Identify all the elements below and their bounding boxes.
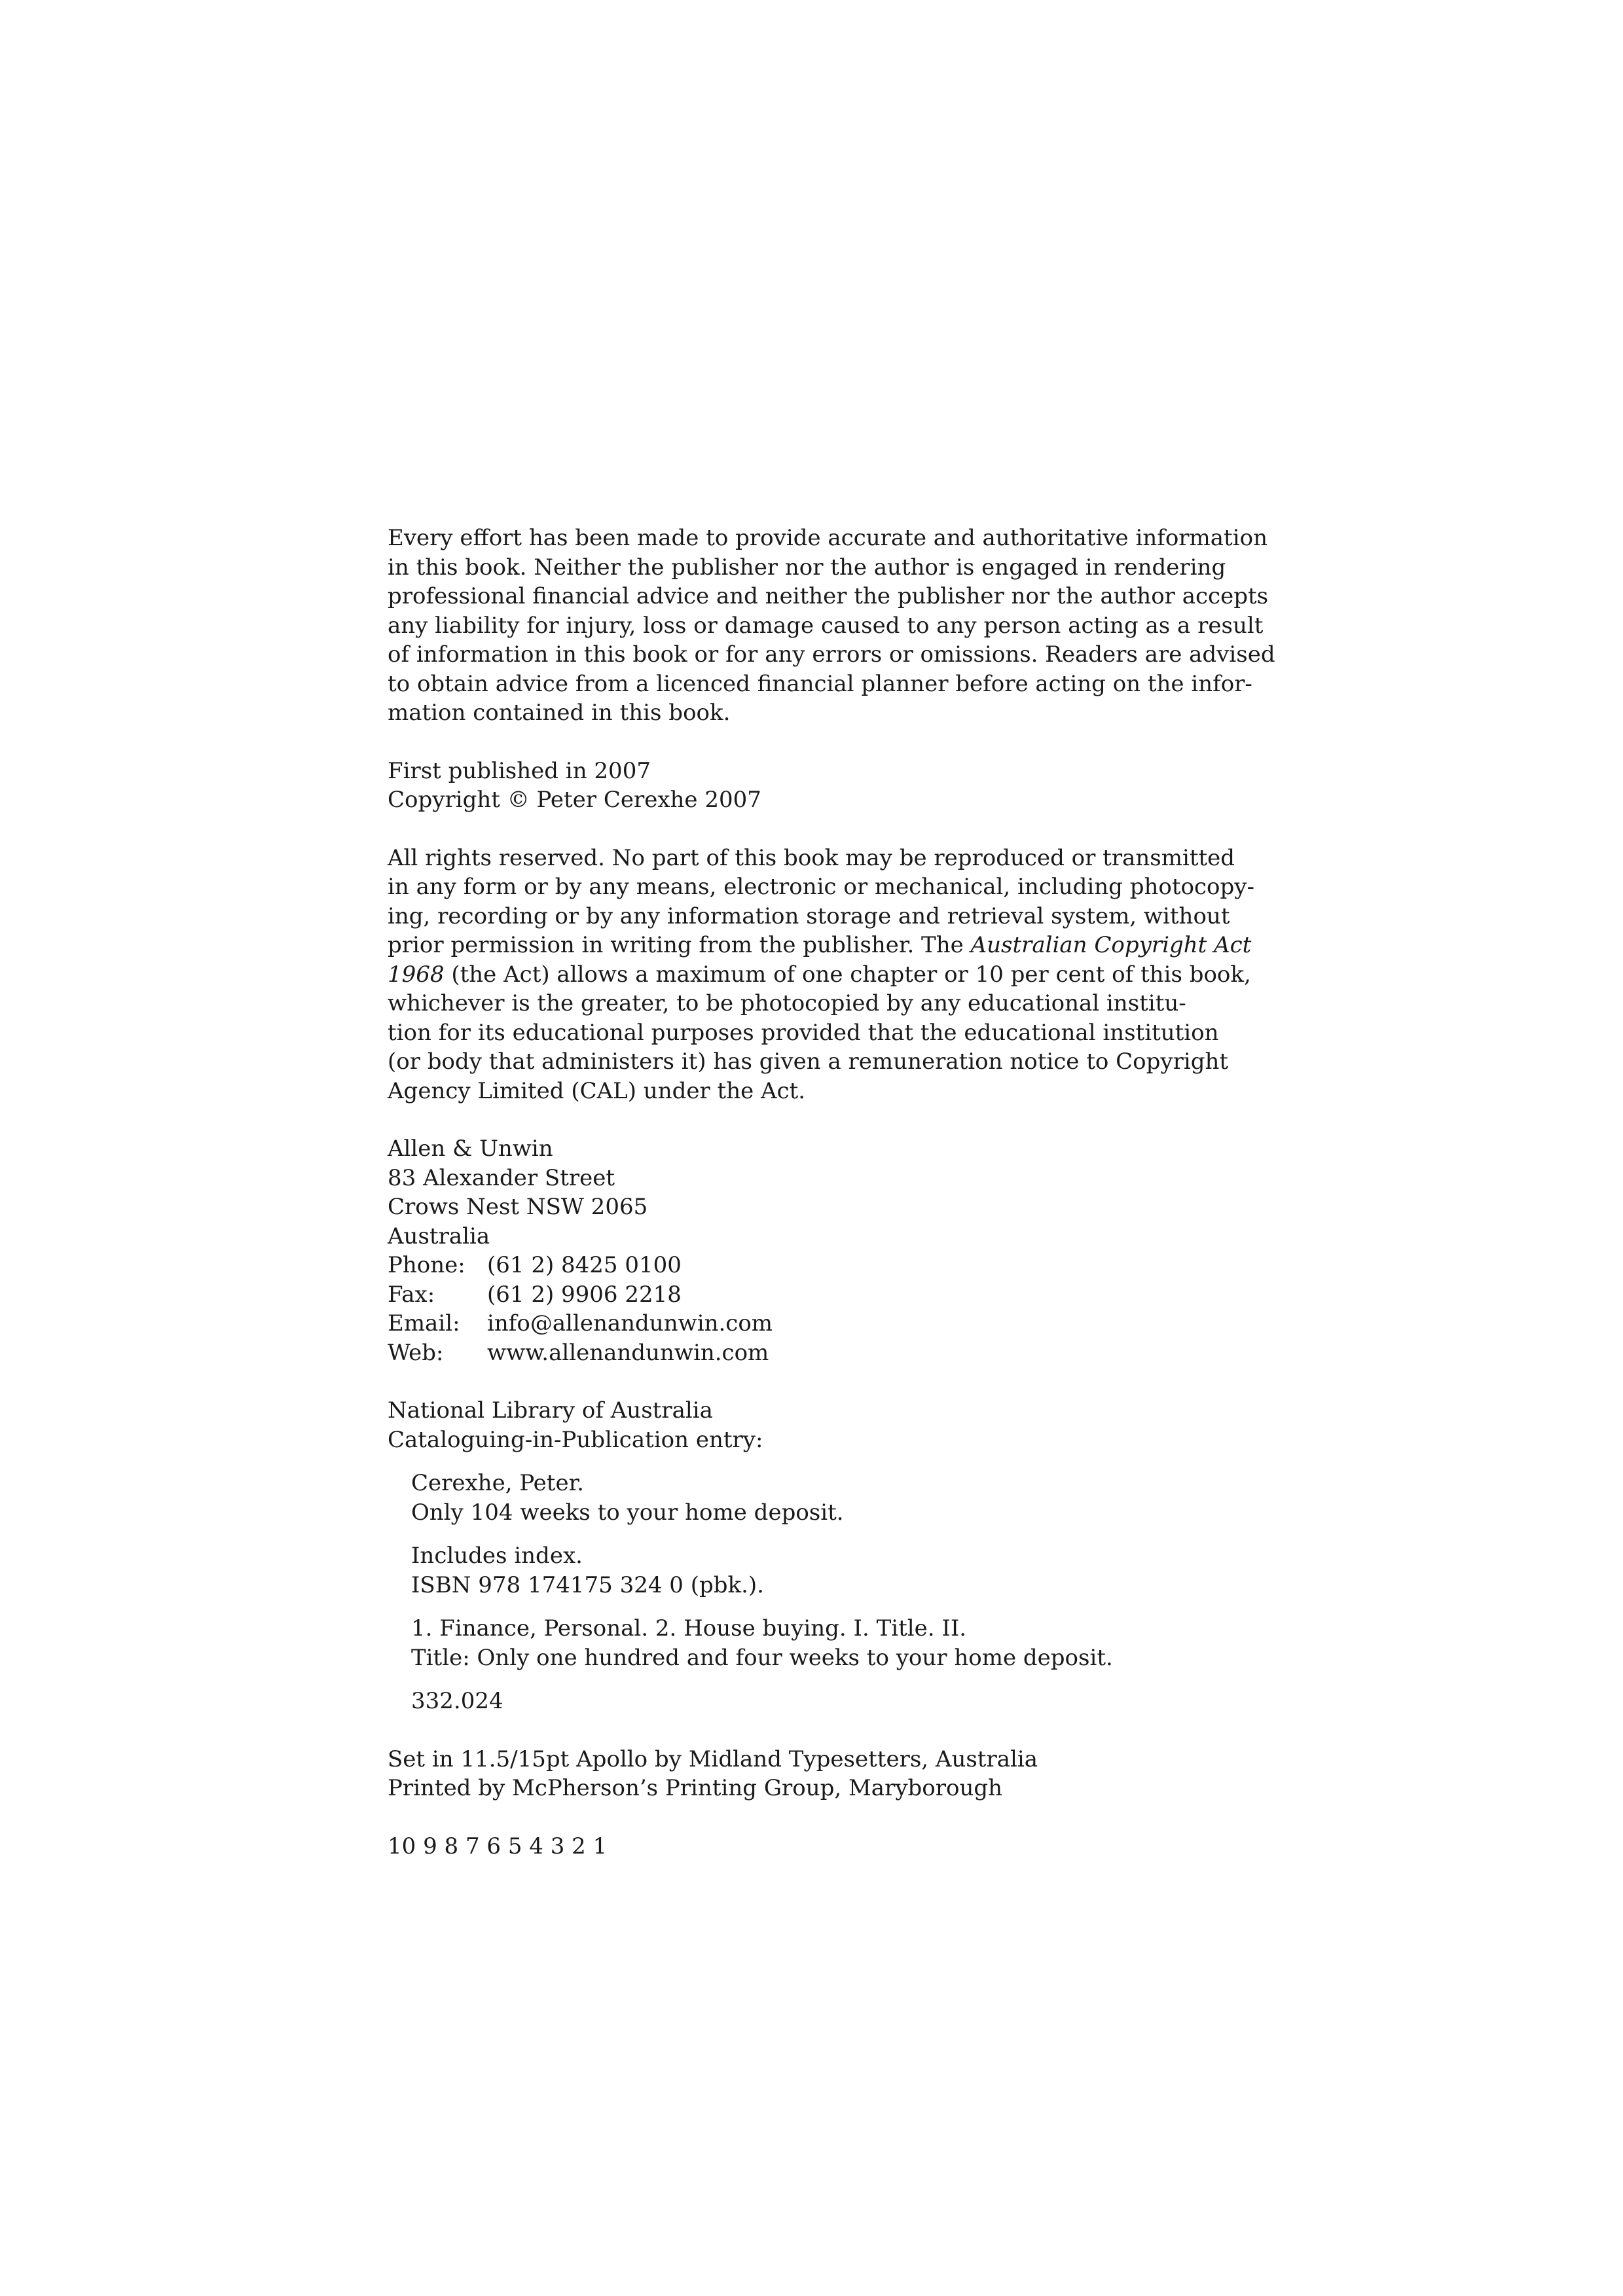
rights-line: (or body that administers it) has given a remuneration notice to Copyright: [388, 1049, 1229, 1075]
publisher-street: 83 Alexander Street: [388, 1164, 615, 1191]
rights-text: prior permission in writing from the publisher. The: [388, 932, 971, 958]
rights-line: [388, 931, 1252, 960]
catalogue-heading: [388, 1396, 1206, 1454]
disclaimer-line: Every effort has been made to provide accurate and authoritative information: [388, 525, 1267, 551]
print-line: [388, 1832, 1206, 1861]
copyright-notice: Copyright © Peter Cerexhe 2007: [388, 787, 761, 813]
publisher-suburb: Crows Nest NSW 2065: [388, 1194, 648, 1220]
disclaimer-line: of information in this book or for any errors or omissions. Readers are advised: [388, 641, 1275, 668]
web-row: [388, 1338, 1206, 1368]
catalogue-dewey: 332.024: [411, 1688, 503, 1714]
catalogue-includes: Includes index.: [411, 1543, 583, 1569]
rights-line: Agency Limited (CAL) under the Act.: [388, 1077, 806, 1104]
first-published: First published in 2007: [388, 757, 651, 784]
disclaimer-line: in this book. Neither the publisher nor the author is engaged in rendering: [388, 554, 1226, 581]
catalogue-author: Cerexhe, Peter.: [411, 1470, 584, 1496]
catalogue-isbn: ISBN 978 174175 324 0 (pbk.).: [411, 1571, 764, 1598]
catalogue-alt-title: Title: Only one hundred and four weeks to your home deposit.: [411, 1644, 1113, 1671]
fax-value: (61 2) 9906 2218: [487, 1281, 682, 1308]
printed-line: Printed by McPherson’s Printing Group, Maryborough: [388, 1775, 1003, 1801]
disclaimer-line: professional financial advice and neither the publisher nor the author accepts: [388, 583, 1269, 609]
catalogue-heading-line: Cataloguing-in-Publication entry:: [388, 1426, 763, 1453]
typeset-line: Set in 11.5/15pt Apollo by Midland Typesetters, Australia: [388, 1746, 1038, 1772]
publisher-country: Australia: [388, 1223, 490, 1249]
email-row: [388, 1309, 1206, 1338]
rights-line: ing, recording or by any information storage and retrieval system, without: [388, 903, 1230, 929]
web-value: www.allenandunwin.com: [487, 1339, 769, 1366]
rights-line: whichever is the greater, to be photocopied by any educational institu-: [388, 990, 1186, 1016]
catalogue-title: Only 104 weeks to your home deposit.: [411, 1499, 844, 1526]
disclaimer-line: mation contained in this book.: [388, 700, 731, 726]
rights-paragraph: [388, 844, 1254, 1106]
print-number-line: 10 9 8 7 6 5 4 3 2 1: [388, 1833, 608, 1859]
rights-line: [388, 960, 1251, 990]
fax-label: Fax:: [388, 1281, 435, 1308]
phone-row: [388, 1251, 1206, 1280]
phone-label: Phone:: [388, 1252, 465, 1278]
act-title: Australian Copyright Act: [970, 932, 1252, 958]
publisher-name: Allen & Unwin: [388, 1136, 553, 1162]
disclaimer-line: to obtain advice from a licenced financial planner before acting on the infor-: [388, 670, 1252, 697]
rights-line: tion for its educational purposes provided that the educational institution: [388, 1019, 1219, 1046]
catalogue-subjects: 1. Finance, Personal. 2. House buying. I. Title. II.: [411, 1615, 967, 1641]
email-label: Email:: [388, 1310, 460, 1336]
rights-text: (the Act) allows a maximum of one chapter or 10 per cent of this book,: [444, 961, 1251, 988]
rights-line: in any form or by any means, electronic or mechanical, including photocopy-: [388, 874, 1254, 900]
phone-value: (61 2) 8425 0100: [487, 1252, 682, 1278]
publication-info: [388, 757, 1206, 815]
disclaimer-line: any liability for injury, loss or damage caused to any person acting as a result: [388, 612, 1264, 639]
catalogue-heading-line: National Library of Australia: [388, 1397, 713, 1424]
act-year: 1968: [388, 961, 445, 988]
disclaimer-paragraph: [388, 524, 1275, 728]
publisher-address: [388, 1134, 1206, 1367]
rights-line: All rights reserved. No part of this book may be reproduced or transmitted: [388, 844, 1235, 871]
web-label: Web:: [388, 1339, 444, 1366]
production-info: [388, 1745, 1206, 1803]
copyright-page: [388, 524, 1275, 1861]
catalogue-entry: [388, 1469, 1206, 1716]
fax-row: [388, 1280, 1206, 1310]
email-value: info@allenandunwin.com: [487, 1310, 773, 1336]
